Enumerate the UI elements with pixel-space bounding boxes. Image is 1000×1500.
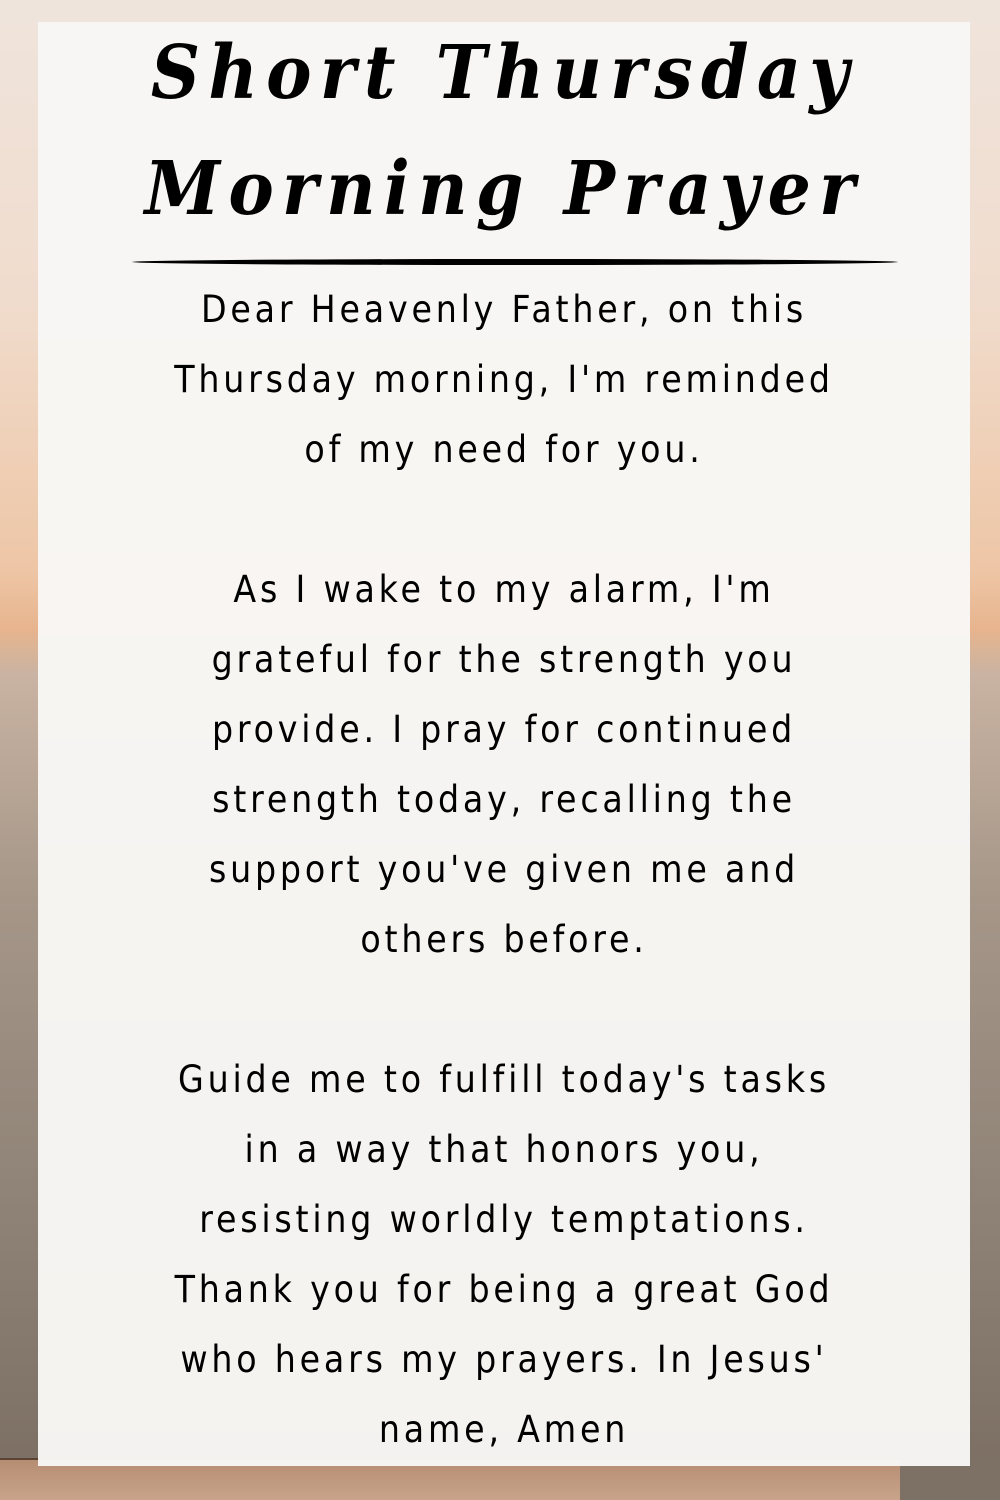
prayer-line: Guide me to fulfill today's tasks	[177, 1058, 830, 1101]
prayer-line: Thursday morning, I'm reminded	[174, 358, 834, 401]
prayer-line: others before.	[360, 918, 648, 961]
prayer-line: of my need for you.	[304, 428, 704, 471]
prayer-line: Dear Heavenly Father, on this	[200, 288, 808, 331]
prayer-line: provide. I pray for continued	[211, 708, 797, 751]
prayer-line: resisting worldly temptations.	[199, 1198, 809, 1241]
title-line-1: Short Thursday	[150, 30, 858, 116]
prayer-line: in a way that honors you,	[244, 1128, 764, 1171]
prayer-card	[38, 22, 970, 1466]
prayer-line: grateful for the strength you	[211, 638, 797, 681]
prayer-line: name, Amen	[378, 1408, 630, 1451]
prayer-line: who hears my prayers. In Jesus'	[180, 1338, 828, 1381]
title-divider	[132, 259, 898, 265]
prayer-line: Thank you for being a great God	[174, 1268, 834, 1311]
prayer-line: As I wake to my alarm, I'm	[233, 568, 775, 611]
prayer-line: strength today, recalling the	[212, 778, 796, 821]
title-line-2: Morning Prayer	[144, 146, 864, 232]
prayer-line: support you've given me and	[208, 848, 800, 891]
